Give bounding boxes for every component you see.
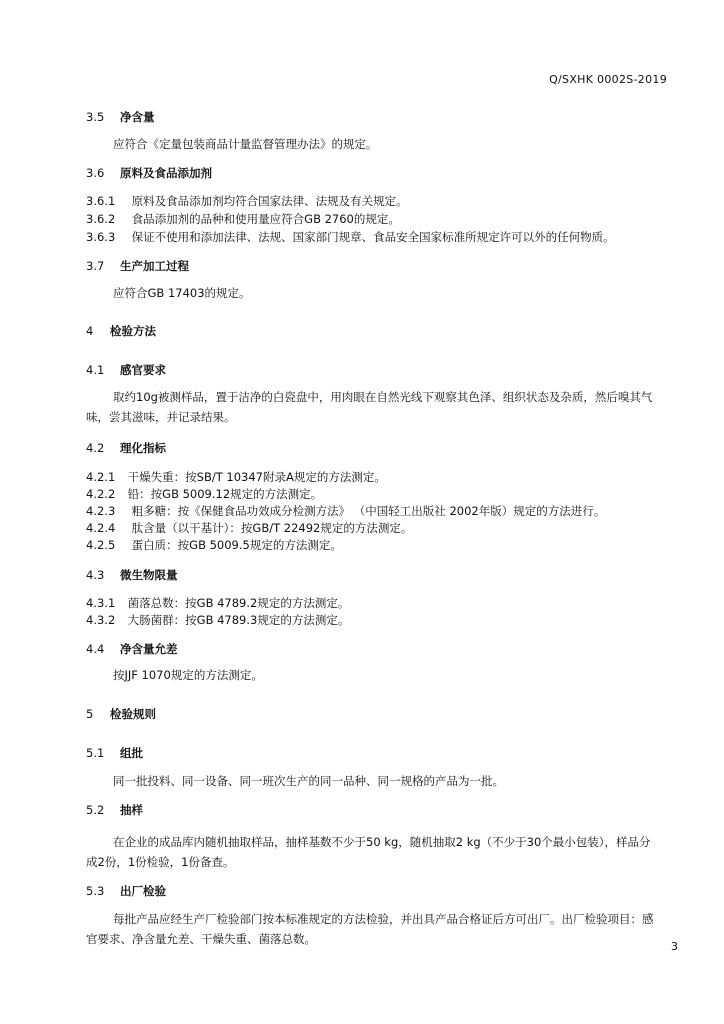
clause-4-3-1 <box>86 595 349 611</box>
section-title: 抽样 <box>120 803 144 817</box>
section-title: 微生物限量 <box>120 568 178 582</box>
section-title: 出厂检验 <box>120 884 167 898</box>
clause-text: 大肠菌群：按GB 4789.3规定的方法测定。 <box>127 613 350 627</box>
clause-3-6-1 <box>86 193 408 209</box>
doc-code: Q/SXHK 0002S-2019 <box>549 73 667 86</box>
section-5-1-text: 同一批投料、同一设备、同一班次生产的同一品种、同一规格的产品为一批。 <box>113 774 504 788</box>
section-title: 理化指标 <box>120 441 167 455</box>
section-title: 净含量允差 <box>120 642 178 656</box>
chapter-4-heading <box>86 323 156 339</box>
section-number: 3.6 <box>86 166 105 180</box>
section-3-7-heading <box>86 258 189 274</box>
section-4-4-text: 按JJF 1070规定的方法测定。 <box>113 668 263 682</box>
clause-text: 肽含量（以干基计）：按GB/T 22492规定的方法测定。 <box>131 521 413 535</box>
clause-number: 4.2.1 <box>86 470 116 484</box>
clause-text: 蛋白质：按GB 5009.5规定的方法测定。 <box>131 538 342 552</box>
section-title: 组批 <box>120 746 144 760</box>
chapter-title: 检验方法 <box>110 324 157 338</box>
clause-text: 粗多糖：按《保健食品功效成分检测方法》 （中国轻工出版社 2002年版）规定的方法进行。 <box>131 504 606 518</box>
clause-text: 菌落总数：按GB 4789.2规定的方法测定。 <box>127 596 350 610</box>
clause-text: 食品添加剂的品种和使用量应符合GB 2760的规定。 <box>131 212 400 226</box>
section-number: 4.2 <box>86 441 105 455</box>
section-title: 感官要求 <box>120 363 167 377</box>
section-4-3-heading <box>86 567 178 583</box>
section-number: 5.3 <box>86 884 105 898</box>
chapter-5-heading <box>86 706 156 722</box>
clause-number: 4.3.1 <box>86 596 116 610</box>
section-4-2-heading <box>86 440 166 456</box>
clause-number: 4.2.4 <box>86 521 116 535</box>
section-5-3-text: 每批产品应经生产厂检验部门按本标准规定的方法检验，并出具产品合格证后方可出厂。出厂检验项目：感官要求、净含量允差、干燥失重、菌落总数。 <box>86 912 654 946</box>
section-5-2-heading <box>86 802 143 818</box>
chapter-number: 4 <box>86 324 94 338</box>
section-4-1-heading <box>86 362 166 378</box>
section-number: 5.2 <box>86 803 105 817</box>
clause-text: 保证不使用和添加法律、法规、国家部门规章、食品安全国家标准所规定许可以外的任何物质。 <box>131 230 615 244</box>
clause-number: 4.3.2 <box>86 613 116 627</box>
page-number: 3 <box>671 940 678 953</box>
clause-4-2-1 <box>86 469 386 485</box>
clause-number: 3.6.3 <box>86 230 116 244</box>
section-4-1-text: 取约10g被测样品，置于洁净的白瓷盘中，用肉眼在自然光线下观察其色泽、组织状态及杂质，然后嗅其气味，尝其滋味，并记录结果。 <box>86 390 653 424</box>
clause-number: 3.6.2 <box>86 212 116 226</box>
clause-number: 4.2.5 <box>86 538 116 552</box>
clause-4-3-2 <box>86 612 349 628</box>
section-5-1-heading <box>86 745 143 761</box>
section-5-3-heading <box>86 883 166 899</box>
clause-4-2-5 <box>86 537 342 553</box>
clause-number: 4.2.3 <box>86 504 116 518</box>
clause-4-2-3 <box>86 503 605 519</box>
section-number: 4.4 <box>86 642 105 656</box>
clause-number: 4.2.2 <box>86 487 116 501</box>
section-title: 净含量 <box>120 110 155 124</box>
section-5-2-text: 在企业的成品库内随机抽取样品，抽样基数不少于50 kg，随机抽取2 kg（不少于30个最小包装），样品分成2份，1份检验，1份备查。 <box>86 835 651 869</box>
chapter-title: 检验规则 <box>110 707 157 721</box>
clause-4-2-2 <box>86 486 322 502</box>
clause-text: 原料及食品添加剂均符合国家法律、法规及有关规定。 <box>131 194 408 208</box>
section-3-5-heading <box>86 109 155 125</box>
clause-4-2-4 <box>86 520 412 536</box>
section-number: 3.5 <box>86 110 105 124</box>
section-3-5-text: 应符合《定量包装商品计量监督管理办法》的规定。 <box>113 137 378 151</box>
clause-3-6-2 <box>86 211 400 227</box>
section-number: 4.3 <box>86 568 105 582</box>
section-number: 4.1 <box>86 363 105 377</box>
section-4-4-heading <box>86 641 178 657</box>
section-3-7-text: 应符合GB 17403的规定。 <box>113 286 251 300</box>
clause-text: 铅：按GB 5009.12规定的方法测定。 <box>127 487 323 501</box>
clause-3-6-3 <box>86 229 615 245</box>
section-title: 原料及食品添加剂 <box>120 166 213 180</box>
chapter-number: 5 <box>86 707 94 721</box>
section-3-6-heading <box>86 165 212 181</box>
clause-number: 3.6.1 <box>86 194 116 208</box>
section-title: 生产加工过程 <box>120 259 190 273</box>
clause-text: 干燥失重：按SB/T 10347附录A规定的方法测定。 <box>127 470 386 484</box>
section-number: 3.7 <box>86 259 105 273</box>
section-number: 5.1 <box>86 746 105 760</box>
